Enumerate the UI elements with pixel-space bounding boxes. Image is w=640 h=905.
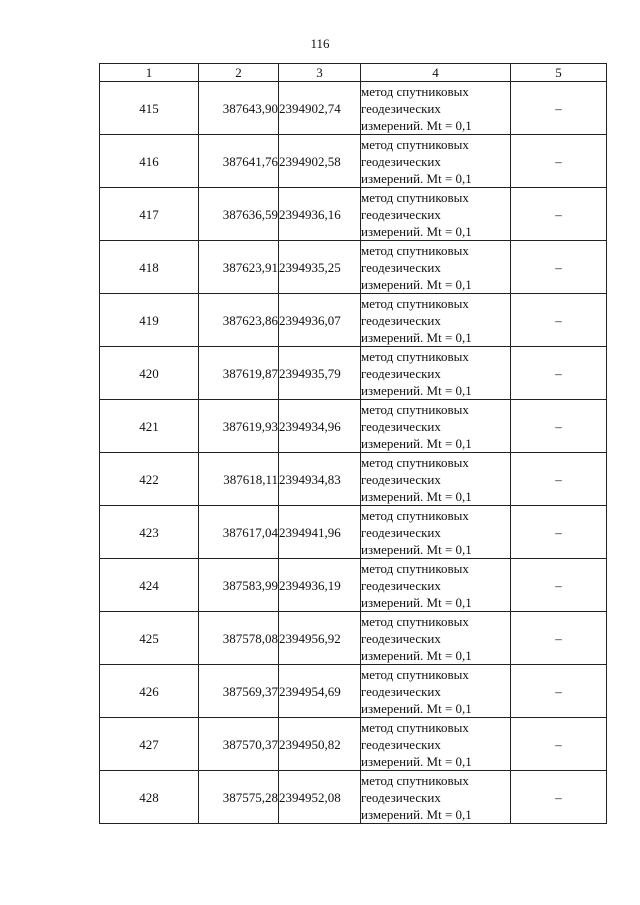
method-text-line: геодезических [361, 683, 441, 699]
method-text-line: геодезических [361, 630, 441, 646]
point-number-cell: 420 [100, 347, 199, 400]
x-coordinate-cell: 387623,86 [199, 294, 279, 347]
method-text-line: геодезических [361, 259, 441, 275]
x-coordinate-cell: 387636,59 [199, 188, 279, 241]
method-cell [361, 294, 511, 347]
method-text-line: метод спутниковых [361, 454, 469, 470]
y-coordinate-cell: 2394941,96 [279, 506, 361, 559]
method-text-line: измерений. Mt = 0,1 [361, 647, 472, 663]
method-text-line: измерений. Mt = 0,1 [361, 223, 472, 239]
point-number-cell: 422 [100, 453, 199, 506]
point-number-cell: 419 [100, 294, 199, 347]
method-text-line: метод спутниковых [361, 401, 469, 417]
point-number-cell: 426 [100, 665, 199, 718]
method-cell [361, 612, 511, 665]
method-text-line: измерений. Mt = 0,1 [361, 806, 472, 822]
table-row [100, 665, 607, 718]
y-coordinate-cell: 2394935,25 [279, 241, 361, 294]
point-number-cell: 421 [100, 400, 199, 453]
method-cell [361, 347, 511, 400]
y-coordinate-cell: 2394952,08 [279, 771, 361, 824]
point-number-cell: 415 [100, 82, 199, 135]
table-row [100, 188, 607, 241]
method-cell [361, 506, 511, 559]
method-text-line: метод спутниковых [361, 613, 469, 629]
method-cell [361, 400, 511, 453]
method-text-line: геодезических [361, 153, 441, 169]
note-cell: – [511, 559, 607, 612]
method-cell [361, 718, 511, 771]
note-cell: – [511, 400, 607, 453]
y-coordinate-cell: 2394934,96 [279, 400, 361, 453]
method-text-line: измерений. Mt = 0,1 [361, 700, 472, 716]
table-row [100, 82, 607, 135]
method-text-line: метод спутниковых [361, 666, 469, 682]
y-coordinate-cell: 2394936,16 [279, 188, 361, 241]
table-row [100, 135, 607, 188]
point-number-cell: 428 [100, 771, 199, 824]
method-text-line: измерений. Mt = 0,1 [361, 382, 472, 398]
table-row [100, 771, 607, 824]
coordinates-table [99, 63, 607, 824]
note-cell: – [511, 188, 607, 241]
method-text-line: метод спутниковых [361, 348, 469, 364]
method-text-line: геодезических [361, 736, 441, 752]
note-cell: – [511, 294, 607, 347]
y-coordinate-cell: 2394936,07 [279, 294, 361, 347]
method-text-line: геодезических [361, 577, 441, 593]
x-coordinate-cell: 387575,28 [199, 771, 279, 824]
y-coordinate-cell: 2394954,69 [279, 665, 361, 718]
method-cell [361, 188, 511, 241]
y-coordinate-cell: 2394936,19 [279, 559, 361, 612]
method-text-line: геодезических [361, 100, 441, 116]
method-text-line: геодезических [361, 206, 441, 222]
x-coordinate-cell: 387617,04 [199, 506, 279, 559]
y-coordinate-cell: 2394934,83 [279, 453, 361, 506]
header-cell: 5 [511, 64, 607, 82]
method-cell [361, 82, 511, 135]
method-text-line: измерений. Mt = 0,1 [361, 541, 472, 557]
table-row [100, 506, 607, 559]
table-row [100, 294, 607, 347]
x-coordinate-cell: 387619,87 [199, 347, 279, 400]
method-text-line: геодезических [361, 418, 441, 434]
note-cell: – [511, 453, 607, 506]
x-coordinate-cell: 387569,37 [199, 665, 279, 718]
method-text-line: измерений. Mt = 0,1 [361, 276, 472, 292]
y-coordinate-cell: 2394902,58 [279, 135, 361, 188]
header-cell: 3 [279, 64, 361, 82]
method-text-line: измерений. Mt = 0,1 [361, 488, 472, 504]
method-text-line: метод спутниковых [361, 772, 469, 788]
method-text-line: метод спутниковых [361, 507, 469, 523]
point-number-cell: 427 [100, 718, 199, 771]
method-text-line: метод спутниковых [361, 136, 469, 152]
method-text-line: геодезических [361, 524, 441, 540]
note-cell: – [511, 82, 607, 135]
header-cell: 1 [100, 64, 199, 82]
point-number-cell: 424 [100, 559, 199, 612]
method-cell [361, 241, 511, 294]
note-cell: – [511, 718, 607, 771]
method-text-line: метод спутниковых [361, 560, 469, 576]
y-coordinate-cell: 2394935,79 [279, 347, 361, 400]
method-text-line: измерений. Mt = 0,1 [361, 435, 472, 451]
y-coordinate-cell: 2394950,82 [279, 718, 361, 771]
point-number-cell: 425 [100, 612, 199, 665]
method-text-line: метод спутниковых [361, 719, 469, 735]
x-coordinate-cell: 387643,90 [199, 82, 279, 135]
note-cell: – [511, 771, 607, 824]
method-text-line: метод спутниковых [361, 189, 469, 205]
point-number-cell: 417 [100, 188, 199, 241]
method-text-line: метод спутниковых [361, 83, 469, 99]
method-text-line: геодезических [361, 471, 441, 487]
method-text-line: геодезических [361, 789, 441, 805]
method-cell [361, 559, 511, 612]
x-coordinate-cell: 387583,99 [199, 559, 279, 612]
y-coordinate-cell: 2394956,92 [279, 612, 361, 665]
method-cell [361, 665, 511, 718]
method-text-line: измерений. Mt = 0,1 [361, 753, 472, 769]
method-text-line: измерений. Mt = 0,1 [361, 594, 472, 610]
method-text-line: измерений. Mt = 0,1 [361, 117, 472, 133]
x-coordinate-cell: 387578,08 [199, 612, 279, 665]
table-body [100, 82, 607, 824]
table-row [100, 718, 607, 771]
table-row [100, 347, 607, 400]
note-cell: – [511, 135, 607, 188]
note-cell: – [511, 506, 607, 559]
point-number-cell: 418 [100, 241, 199, 294]
x-coordinate-cell: 387623,91 [199, 241, 279, 294]
table-row [100, 241, 607, 294]
x-coordinate-cell: 387570,37 [199, 718, 279, 771]
point-number-cell: 423 [100, 506, 199, 559]
method-text-line: геодезических [361, 312, 441, 328]
table-row [100, 612, 607, 665]
method-text-line: измерений. Mt = 0,1 [361, 329, 472, 345]
table-row [100, 453, 607, 506]
method-text-line: измерений. Mt = 0,1 [361, 170, 472, 186]
header-cell: 2 [199, 64, 279, 82]
method-cell [361, 453, 511, 506]
table-row [100, 400, 607, 453]
point-number-cell: 416 [100, 135, 199, 188]
note-cell: – [511, 347, 607, 400]
y-coordinate-cell: 2394902,74 [279, 82, 361, 135]
table-header-row [100, 64, 607, 82]
method-text-line: метод спутниковых [361, 242, 469, 258]
note-cell: – [511, 612, 607, 665]
method-cell [361, 771, 511, 824]
table-row [100, 559, 607, 612]
x-coordinate-cell: 387618,11 [199, 453, 279, 506]
x-coordinate-cell: 387641,76 [199, 135, 279, 188]
note-cell: – [511, 665, 607, 718]
note-cell: – [511, 241, 607, 294]
method-text-line: геодезических [361, 365, 441, 381]
header-cell: 4 [361, 64, 511, 82]
page-number: 116 [310, 36, 330, 51]
method-cell [361, 135, 511, 188]
method-text-line: метод спутниковых [361, 295, 469, 311]
x-coordinate-cell: 387619,93 [199, 400, 279, 453]
